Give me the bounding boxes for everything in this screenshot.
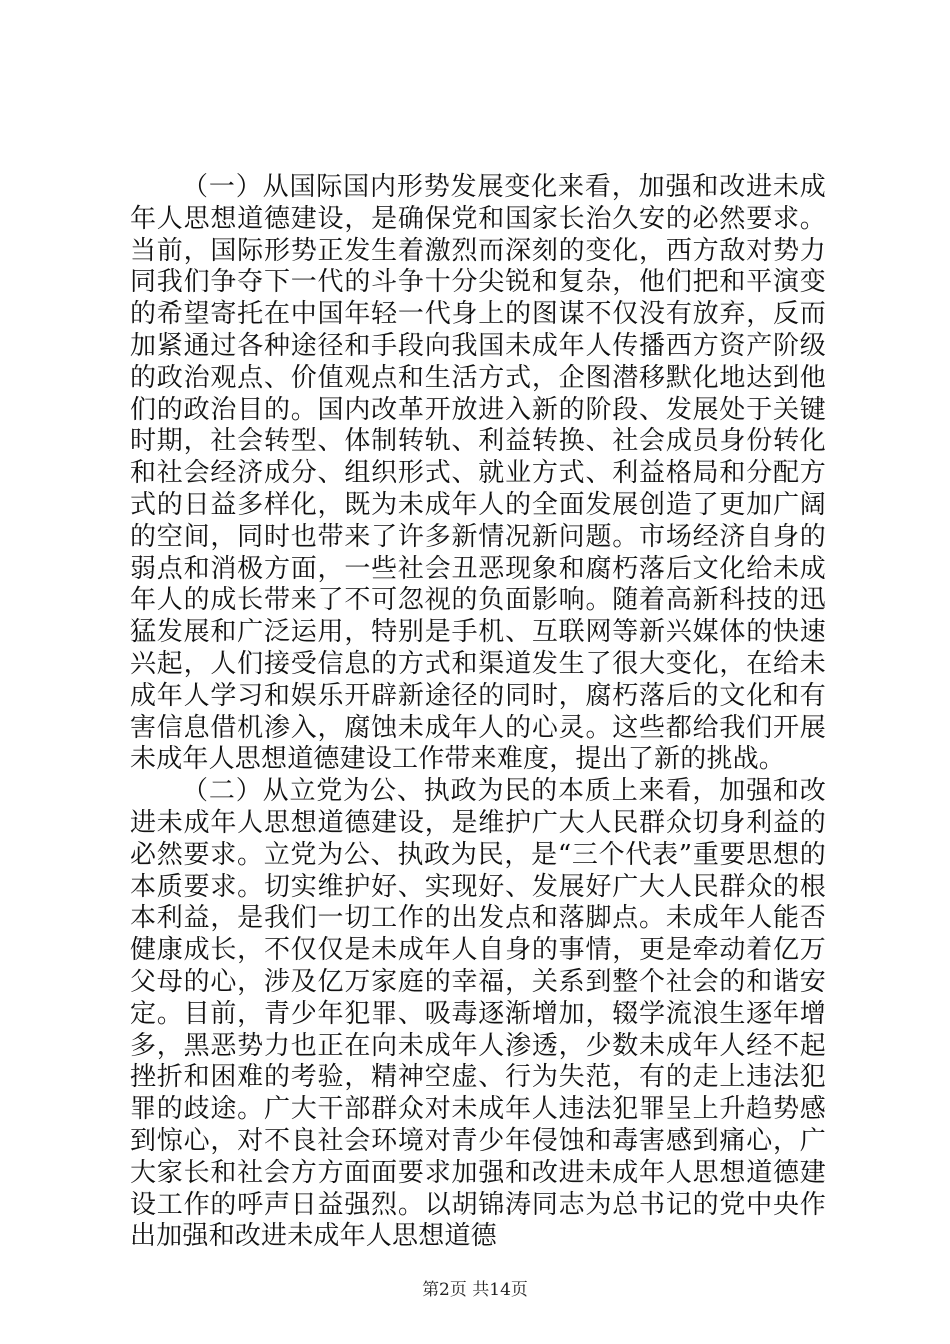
- paragraph-2: （二）从立党为公、执政为民的本质上来看，加强和改进未成年人思想道德建设，是维护广大人民群众切身利益的必然要求。立党为公、执政为民，是“三个代表”重要思想的本质要求。切实维护好、实现好、发展好广大人民群众的根本利益，是我们一切工作的出发点和落脚点。未成年人能否健康成长，不仅仅是未成年人自身的事情，更是牵动着亿万父母的心，涉及亿万家庭的幸福，关系到整个社会的和谐安定。目前，青少年犯罪、吸毒逐渐增加，辍学流浪生逐年增多，黑恶势力也正在向未成年人渗透，少数未成年人经不起挫折和困难的考验，精神空虚、行为失范，有的走上违法犯罪的歧途。广大干部群众对未成年人违法犯罪呈上升趋势感到惊心，对不良社会环境对青少年侵蚀和毒害感到痛心，广大家长和社会方方面面要求加强和改进未成年人思想道德建设工作的呼声日益强烈。以胡锦涛同志为总书记的党中央作出加强和改进未成年人思想道德: [130, 776, 826, 1252]
- paragraph-1: （一）从国际国内形势发展变化来看，加强和改进未成年人思想道德建设，是确保党和国家长治久安的必然要求。当前，国际形势正发生着激烈而深刻的变化，西方敌对势力同我们争夺下一代的斗争十分尖锐和复杂，他们把和平演变的希望寄托在中国年轻一代身上的图谋不仅没有放弃，反而加紧通过各种途径和手段向我国未成年人传播西方资产阶级的政治观点、价值观点和生活方式，企图潜移默化地达到他们的政治目的。国内改革开放进入新的阶段、发展处于关键时期，社会转型、体制转轨、利益转换、社会成员身份转化和社会经济成分、组织形式、就业方式、利益格局和分配方式的日益多样化，既为未成年人的全面发展创造了更加广阔的空间，同时也带来了许多新情况新问题。市场经济自身的弱点和消极方面，一些社会丑恶现象和腐朽落后文化给未成年人的成长带来了不可忽视的负面影响。随着高新科技的迅猛发展和广泛运用，特别是手机、互联网等新兴媒体的快速兴起，人们接受信息的方式和渠道发生了很大变化，在给未成年人学习和娱乐开辟新途径的同时，腐朽落后的文化和有害信息借机渗入，腐蚀未成年人的心灵。这些都给我们开展未成年人思想道德建设工作带来难度，提出了新的挑战。: [130, 172, 826, 775]
- body-text: [130, 172, 826, 1253]
- page-footer: 第2页 共14页: [422, 1280, 528, 1300]
